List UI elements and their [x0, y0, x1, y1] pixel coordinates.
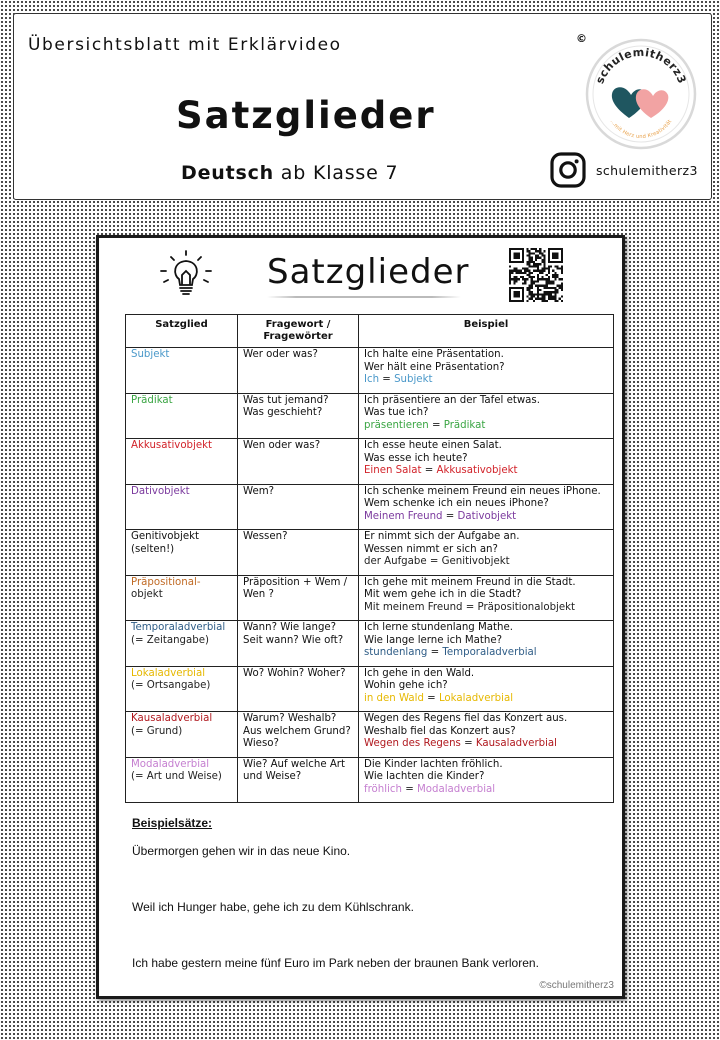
question-cell [238, 712, 359, 758]
answer-term: Kausaladverbial [475, 738, 558, 750]
satzglied-term: Lokaladverbial [131, 667, 206, 679]
satzglied-cell [126, 530, 238, 576]
satzglied-cell [126, 666, 238, 712]
example-cell [359, 530, 614, 576]
example-cell [359, 575, 614, 621]
answer-term: Genitivobjekt [441, 556, 510, 568]
question-text: Wessen? [243, 531, 288, 542]
question-text: Wieso? [243, 738, 279, 750]
example-text: Was tue ich? [364, 407, 429, 419]
answer-part: Einen Salat [364, 465, 422, 477]
question-cell [238, 348, 359, 394]
answer-part: fröhlich [364, 783, 402, 795]
header-subtitle: Übersichtsblatt mit Erklärvideo [28, 35, 342, 55]
answer-equals: = [428, 419, 444, 431]
satzglied-cell [126, 712, 238, 758]
satzglied-term: Dativobjekt [131, 485, 190, 497]
question-text: Wen ? [243, 589, 274, 601]
lightbulb-icon [155, 249, 217, 303]
example-text: Ich gehe in den Wald. [364, 667, 475, 679]
table-row [126, 621, 614, 667]
answer-equals: = [426, 556, 442, 568]
question-text: Was tut jemand? [243, 394, 329, 406]
question-text: Aus welchem Grund? [243, 725, 351, 737]
example-text: Ich präsentiere an der Tafel etwas. [364, 394, 540, 406]
qr-code-icon[interactable] [509, 248, 563, 302]
answer-part: Meinem Freund [364, 510, 443, 522]
instagram-icon [549, 151, 587, 189]
question-cell [238, 439, 359, 485]
question-cell [238, 757, 359, 803]
example-text: Wegen des Regens fiel das Konzert aus. [364, 713, 568, 724]
answer-equals: = [460, 738, 476, 750]
column-header [238, 315, 359, 348]
question-text: Wem? [243, 485, 275, 497]
example-sentence: Weil ich Hunger habe, gehe ich zu dem Kühlschrank. [132, 900, 414, 914]
example-text: Ich esse heute einen Salat. [364, 440, 502, 451]
table-row [126, 393, 614, 439]
example-answer [364, 602, 609, 615]
table-header-row [126, 315, 614, 348]
example-text: Ich schenke meinem Freund ein neues iPhone. [364, 485, 601, 497]
copyright-sign: © [576, 32, 587, 45]
answer-term: Prädikat [443, 419, 486, 431]
example-answer [364, 556, 609, 569]
answer-part: Mit meinem Freund [364, 601, 463, 613]
example-cell [359, 348, 614, 394]
example-text: Ich gehe mit meinem Freund in die Stadt. [364, 576, 576, 588]
satzglied-cell [126, 575, 238, 621]
satzglieder-table [125, 314, 614, 803]
example-answer [364, 374, 609, 387]
example-answer [364, 738, 609, 751]
question-text: und Weise? [243, 771, 302, 783]
example-cell [359, 712, 614, 758]
example-answer [364, 420, 609, 433]
column-header-text: Fragewort / Fragewörter [263, 319, 333, 342]
worksheet-title: Satzglieder [267, 252, 470, 292]
satzglied-term: Prädikat [131, 394, 173, 406]
example-answer [364, 465, 609, 478]
question-text: Wer oder was? [243, 349, 318, 360]
satzglied-term: Modaladverbial [131, 758, 210, 770]
answer-equals: = [442, 510, 458, 522]
example-sentence: Ich habe gestern meine fünf Euro im Park neben der braunen Bank verloren. [132, 956, 539, 970]
satzglied-cell [126, 484, 238, 530]
example-text: Wer hält eine Präsentation? [364, 361, 505, 373]
example-answer [364, 511, 609, 524]
example-cell [359, 621, 614, 667]
satzglied-term: Genitivobjekt [131, 531, 199, 542]
answer-equals: = [423, 692, 439, 704]
instagram-handle: schulemitherz3 [596, 163, 698, 178]
table-row [126, 484, 614, 530]
table-row [126, 439, 614, 485]
question-text: Wann? Wie lange? [243, 622, 337, 633]
column-header: Satzglied [126, 315, 238, 348]
satzglied-cell [126, 439, 238, 485]
example-cell [359, 484, 614, 530]
question-text: Wie? Auf welche Art [243, 758, 345, 770]
answer-term: Temporaladverbial [442, 647, 537, 659]
question-text: Wen oder was? [243, 440, 321, 451]
example-cell [359, 757, 614, 803]
answer-equals: = [401, 783, 417, 795]
example-text: Weshalb fiel das Konzert aus? [364, 725, 516, 737]
answer-term: Akkusativobjekt [436, 465, 518, 477]
question-text: Wo? Wohin? Woher? [243, 667, 346, 679]
table-row [126, 348, 614, 394]
column-header: Beispiel [359, 315, 614, 348]
question-cell [238, 575, 359, 621]
satzglied-cell [126, 621, 238, 667]
examples-heading: Beispielsätze: [132, 816, 213, 830]
satzglied-cell [126, 393, 238, 439]
example-text: Wie lachten die Kinder? [364, 771, 485, 783]
header-card [13, 13, 712, 200]
satzglied-term: Temporaladverbial [131, 622, 226, 633]
satzglied-term: Kausaladverbial [131, 713, 213, 724]
example-text: Wie lange lerne ich Mathe? [364, 634, 503, 646]
brand-logo [585, 38, 697, 150]
example-text: Ich lerne stundenlang Mathe. [364, 622, 514, 633]
grade-label: ab Klasse 7 [273, 162, 399, 184]
example-text: Wessen nimmt er sich an? [364, 543, 498, 555]
question-cell [238, 666, 359, 712]
example-answer [364, 693, 609, 706]
answer-part: präsentieren [364, 419, 429, 431]
answer-part: Wegen des Regens [364, 738, 461, 750]
example-text: Was esse ich heute? [364, 452, 468, 464]
grade-line [181, 162, 398, 184]
satzglied-term: (= Zeitangabe) [131, 634, 209, 646]
satzglied-term: Subjekt [131, 349, 170, 360]
example-answer [364, 784, 609, 797]
table-body [126, 348, 614, 803]
question-text: Was geschieht? [243, 407, 323, 419]
question-cell [238, 484, 359, 530]
worksheet-preview [96, 235, 625, 999]
example-sentence: Übermorgen gehen wir in das neue Kino. [132, 844, 351, 858]
question-cell [238, 530, 359, 576]
question-text: Warum? Weshalb? [243, 713, 337, 724]
example-text: Er nimmt sich der Aufgabe an. [364, 531, 520, 542]
satzglied-term: objekt [131, 589, 163, 601]
example-text: Mit wem gehe ich in die Stadt? [364, 589, 522, 601]
answer-equals: = [427, 647, 443, 659]
answer-part: Ich [364, 374, 380, 386]
question-text: Seit wann? Wie oft? [243, 634, 344, 646]
satzglied-term: (= Grund) [131, 725, 183, 737]
example-cell [359, 666, 614, 712]
answer-part: in den Wald [364, 692, 424, 704]
answer-equals: = [421, 465, 437, 477]
answer-equals: = [379, 374, 395, 386]
worksheet-copyright: ©schulemitherz3 [539, 980, 614, 991]
logo-subtext: ...mit Herz und Kreativität [608, 118, 674, 141]
example-answer [364, 647, 609, 660]
page-title: Satzglieder [176, 94, 436, 137]
question-text: Präposition + Wem / [243, 576, 348, 588]
table-row [126, 757, 614, 803]
subject-label: Deutsch [181, 162, 274, 184]
answer-part: stundenlang [364, 647, 428, 659]
table-row [126, 530, 614, 576]
table-row [126, 666, 614, 712]
example-text: Wem schenke ich ein neues iPhone? [364, 498, 549, 510]
satzglied-term: Präpositional- [131, 576, 201, 588]
answer-term: Modaladverbial [416, 783, 496, 795]
satzglied-cell [126, 348, 238, 394]
table-row [126, 712, 614, 758]
table-row [126, 575, 614, 621]
answer-term: Subjekt [394, 374, 433, 386]
logo-text: schulemitherz3 [593, 45, 689, 86]
example-text: Die Kinder lachten fröhlich. [364, 758, 503, 770]
answer-equals: = [462, 601, 478, 613]
example-cell [359, 393, 614, 439]
satzglied-cell [126, 757, 238, 803]
satzglied-term: (= Ortsangabe) [131, 680, 211, 692]
satzglied-term: (selten!) [131, 543, 175, 555]
example-cell [359, 439, 614, 485]
question-cell [238, 393, 359, 439]
satzglied-term: Akkusativobjekt [131, 440, 213, 451]
answer-term: Präpositionalobjekt [477, 601, 576, 613]
question-cell [238, 621, 359, 667]
satzglied-term: (= Art und Weise) [131, 771, 222, 783]
answer-part: der Aufgabe [364, 556, 427, 568]
title-underline [267, 296, 461, 298]
answer-term: Dativobjekt [457, 510, 517, 522]
example-text: Ich halte eine Präsentation. [364, 349, 504, 360]
answer-term: Lokaladverbial [438, 692, 514, 704]
example-text: Wohin gehe ich? [364, 680, 448, 692]
